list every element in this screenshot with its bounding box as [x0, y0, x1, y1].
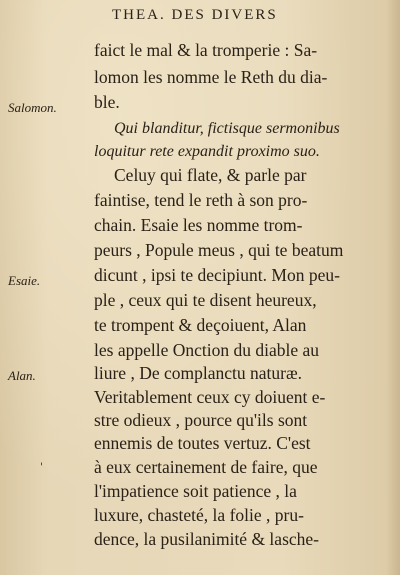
page-mark: '	[40, 462, 43, 473]
text-line: te trompent & deçoiuent, Alan	[94, 315, 307, 335]
text-line: les appelle Onction du diable au	[94, 340, 319, 360]
text-line: faintise, tend le reth à son pro-	[94, 190, 308, 210]
text-line: peurs , Popule meus , qui te beatum	[94, 240, 344, 260]
text-line: luxure, chasteté, la folie , pru-	[94, 505, 304, 525]
text-line: stre odieux , pource qu'ils sont	[94, 410, 308, 430]
latin-quote-line: Qui blanditur, fictisque sermonibus	[114, 120, 340, 137]
text-line: ple , ceux qui te disent heureux,	[94, 290, 317, 310]
text-line: lomon les nomme le Reth du dia-	[94, 67, 328, 87]
text-line: l'impatience soit patience , la	[94, 481, 297, 501]
text-line: ble.	[94, 92, 120, 112]
text-line: Veritablement ceux cy doiuent e-	[94, 387, 326, 407]
margin-note-alan: Alan.	[8, 368, 36, 383]
text-line: Celuy qui flate, & parle par	[114, 165, 307, 185]
text-line: dence, la pusilanimité & lasche-	[94, 529, 319, 549]
margin-note-esaie: Esaie.	[8, 273, 41, 288]
page-gutter-shadow	[386, 0, 400, 575]
text-line: ennemis de toutes vertuz. C'est	[94, 433, 311, 453]
text-line: chain. Esaie les nomme trom-	[94, 215, 303, 235]
text-line: faict le mal & la tromperie : Sa-	[94, 40, 318, 60]
margin-note-salomon: Salomon.	[8, 100, 57, 115]
text-line: liure , De complanctu naturæ.	[94, 363, 302, 383]
running-head: THEA. DES DIVERS	[112, 7, 278, 23]
text-line: dicunt , ipsi te decipiunt. Mon peu-	[94, 265, 340, 285]
text-line: à eux certainement de faire, que	[94, 457, 318, 477]
latin-quote-line: loquitur rete expandit proximo suo.	[94, 143, 320, 160]
